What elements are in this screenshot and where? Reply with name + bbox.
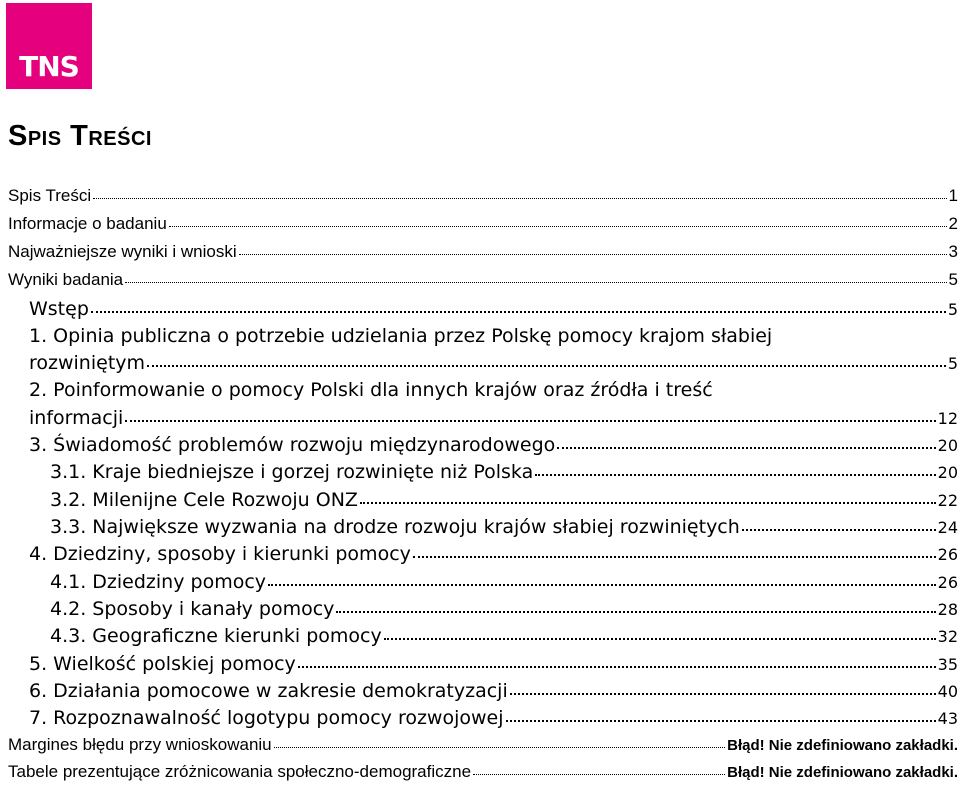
leader-dots (506, 718, 936, 722)
leader-dots (336, 609, 935, 613)
leader-dots (473, 772, 725, 775)
toc-entry-s3-1[interactable]: 3.1. Kraje biedniejsze i gorzej rozwinięte niż Polska 20 (50, 461, 958, 483)
bookmark-error: Błąd! Nie zdefiniowano zakładki. (727, 764, 958, 781)
leader-dots (125, 418, 935, 422)
toc-entry-s2[interactable]: informacji 12 (29, 407, 958, 429)
toc-entry-s3[interactable]: 3. Świadomość problemów rozwoju międzynarodowego 20 (29, 434, 958, 456)
toc-entry-margines[interactable]: Margines błędu przy wnioskowaniu Błąd! Nie zdefiniowano zakładki. (8, 735, 958, 754)
toc-entry-spis[interactable]: Spis Treści 1 (8, 186, 958, 205)
toc-entry-s4-1[interactable]: 4.1. Dziedziny pomocy 26 (50, 571, 958, 593)
leader-dots (360, 500, 936, 504)
leader-dots (169, 224, 947, 227)
toc-entry-s4[interactable]: 4. Dziedziny, sposoby i kierunki pomocy 26 (29, 543, 958, 565)
leader-dots (268, 582, 936, 586)
toc-entry-s3-3[interactable]: 3.3. Największe wyzwania na drodze rozwoju krajów słabiej rozwiniętych 24 (50, 516, 958, 538)
leader-dots (413, 554, 936, 558)
toc-entry-wyniki-wnioski[interactable]: Najważniejsze wyniki i wnioski 3 (8, 242, 958, 261)
toc-entry-s3-2[interactable]: 3.2. Milenijne Cele Rozwoju ONZ 22 (50, 489, 958, 511)
leader-dots (91, 309, 946, 313)
bookmark-error: Błąd! Nie zdefiniowano zakładki. (727, 737, 958, 754)
leader-dots (298, 664, 936, 668)
toc-entry-s7[interactable]: 7. Rozpoznawalność logotypu pomocy rozwojowej 43 (29, 707, 958, 729)
toc-entry-s4-2[interactable]: 4.2. Sposoby i kanały pomocy 28 (50, 598, 958, 620)
toc-entry-s6[interactable]: 6. Działania pomocowe w zakresie demokratyzacji 40 (29, 680, 958, 702)
leader-dots (93, 196, 946, 199)
leader-dots (742, 527, 936, 531)
toc-entry-tabele[interactable]: Tabele prezentujące zróżnicowania społeczno-demograficzne Błąd! Nie zdefiniowano zakładki. (8, 762, 958, 781)
leader-dots (239, 252, 947, 255)
leader-dots (535, 472, 935, 476)
leader-dots (510, 691, 936, 695)
toc-entry-s1-line1[interactable]: 1. Opinia publiczna o potrzebie udzielania przez Polskę pomocy krajom słabiej (29, 325, 773, 347)
toc-entry-s2-line1[interactable]: 2. Poinformowanie o pomocy Polski dla innych krajów oraz źródła i treść (29, 379, 713, 401)
leader-dots (384, 636, 936, 640)
leader-dots (125, 280, 946, 283)
toc-entry-s5[interactable]: 5. Wielkość polskiej pomocy 35 (29, 653, 958, 675)
leader-dots (557, 445, 935, 449)
toc-heading: Spis Treści (8, 120, 152, 152)
toc-entry-wstep[interactable]: Wstęp 5 (29, 298, 958, 320)
toc-entry-info[interactable]: Informacje o badaniu 2 (8, 214, 958, 233)
leader-dots (147, 363, 946, 367)
toc-entry-s4-3[interactable]: 4.3. Geograficzne kierunki pomocy 32 (50, 625, 958, 647)
toc-entry-s1[interactable]: rozwiniętym 5 (29, 352, 958, 374)
toc-entry-wyniki[interactable]: Wyniki badania 5 (8, 270, 958, 289)
leader-dots (274, 745, 725, 748)
logo-text: TNS (19, 50, 79, 83)
tns-logo (6, 3, 92, 89)
